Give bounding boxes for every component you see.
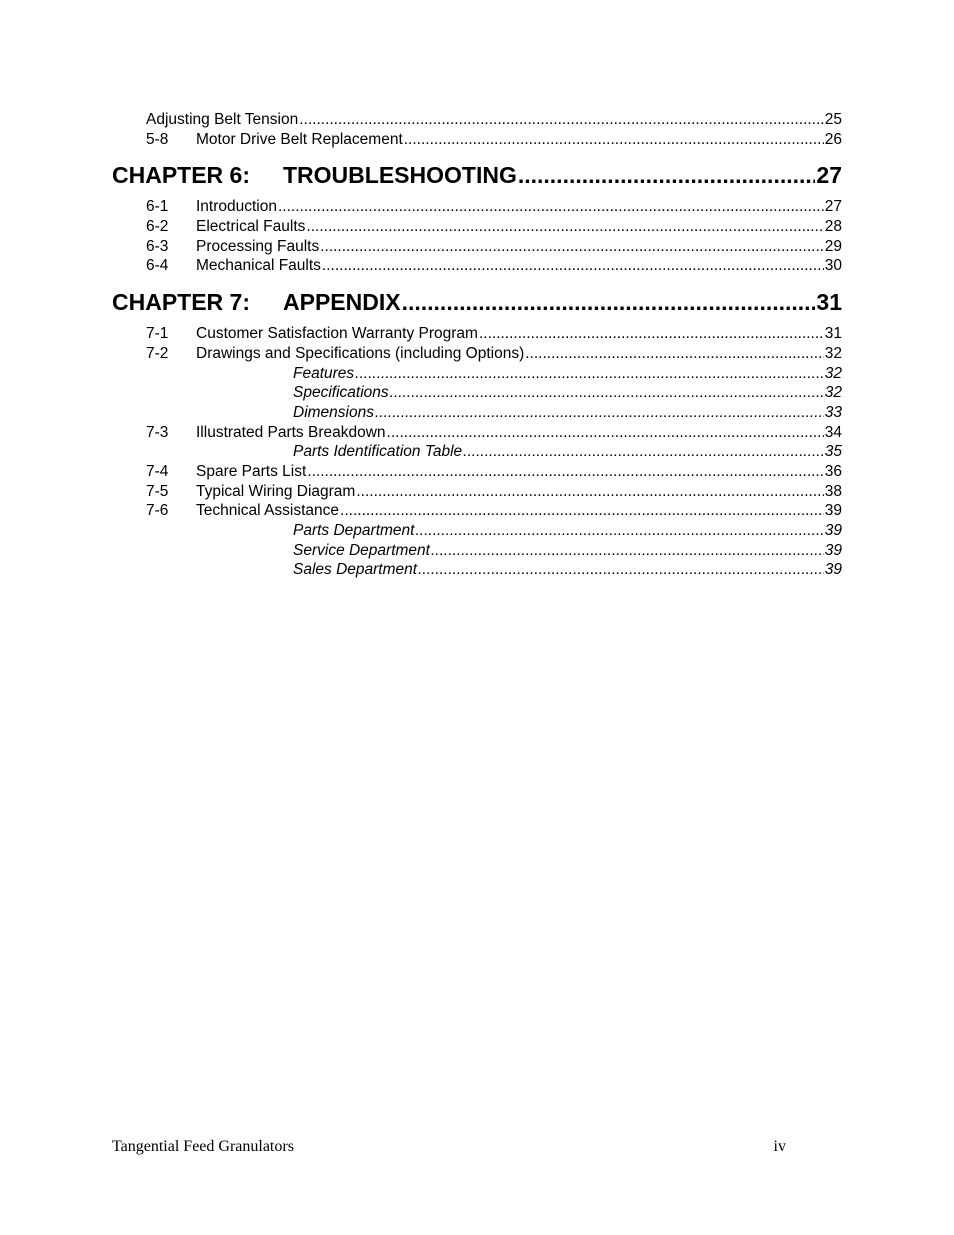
- section-title: Introduction: [196, 198, 277, 216]
- toc-entry[interactable]: [112, 442, 842, 462]
- section-number: 7-5: [146, 482, 169, 500]
- section-page-number: 25: [824, 111, 842, 128]
- section-number: 6-1: [146, 198, 169, 216]
- section-title: Dimensions: [293, 403, 374, 421]
- toc-entry[interactable]: [112, 521, 842, 541]
- section-title: Technical Assistance: [196, 502, 340, 520]
- section-page-number: 30: [824, 257, 842, 275]
- section-title: Spare Parts List: [196, 462, 307, 480]
- section-number: 7-2: [146, 344, 169, 362]
- section-page-number: 26: [824, 130, 842, 148]
- table-of-contents: [112, 110, 842, 580]
- toc-entry[interactable]: [112, 344, 842, 364]
- leader-dots: [355, 364, 824, 384]
- leader-dots: [356, 482, 823, 502]
- section-number: 7-6: [146, 502, 169, 520]
- section-page-number: 32: [824, 344, 842, 362]
- section-title: Parts Identification Table: [293, 443, 463, 461]
- toc-entry[interactable]: [112, 364, 842, 384]
- section-title: Sales Department: [293, 561, 418, 579]
- chapter-title: APPENDIX: [283, 289, 401, 316]
- section-number: 5-8: [146, 130, 169, 148]
- section-title: Adjusting Belt Tension: [146, 111, 299, 128]
- leader-dots: [320, 237, 824, 257]
- toc-entry[interactable]: [112, 560, 842, 580]
- section-number: 7-1: [146, 325, 169, 343]
- toc-entry[interactable]: [112, 217, 842, 237]
- toc-entry[interactable]: [112, 383, 842, 403]
- section-title: Motor Drive Belt Replacement: [196, 130, 403, 148]
- toc-entry[interactable]: [112, 237, 842, 257]
- leader-dots: [418, 560, 824, 580]
- chapter-label: CHAPTER 7:: [112, 289, 251, 316]
- leader-dots: [402, 286, 816, 318]
- toc-entry[interactable]: [112, 256, 842, 276]
- toc-entry[interactable]: [112, 403, 842, 423]
- leader-dots: [375, 403, 824, 423]
- section-number: 6-3: [146, 237, 169, 255]
- leader-dots: [307, 462, 823, 482]
- toc-entry[interactable]: [112, 423, 842, 443]
- section-title: Mechanical Faults: [196, 257, 321, 275]
- section-page-number: 32: [824, 384, 842, 402]
- leader-dots: [404, 130, 824, 150]
- leader-dots: [340, 501, 824, 521]
- section-page-number: 36: [824, 462, 842, 480]
- toc-entry[interactable]: [112, 541, 842, 561]
- section-page-number: 31: [824, 325, 842, 343]
- leader-dots: [431, 541, 824, 561]
- section-title: Typical Wiring Diagram: [196, 482, 356, 500]
- leader-dots: [299, 110, 824, 130]
- section-page-number: 39: [824, 502, 842, 520]
- footer-page-number: iv: [773, 1138, 786, 1155]
- section-number: 7-3: [146, 423, 169, 441]
- section-number: 6-2: [146, 218, 169, 236]
- section-page-number: 27: [824, 198, 842, 216]
- toc-chapter-heading[interactable]: [112, 159, 842, 191]
- section-page-number: 39: [824, 561, 842, 579]
- toc-entry[interactable]: [112, 462, 842, 482]
- toc-entry[interactable]: [112, 110, 842, 130]
- section-title: Service Department: [293, 541, 430, 559]
- toc-entry[interactable]: [112, 197, 842, 217]
- section-page-number: 39: [824, 522, 842, 539]
- section-page-number: 39: [824, 541, 842, 559]
- section-page-number: 35: [824, 443, 842, 461]
- leader-dots: [306, 217, 823, 237]
- chapter-page-number: 27: [816, 162, 842, 189]
- section-page-number: 28: [824, 218, 842, 236]
- section-page-number: 34: [824, 423, 842, 441]
- section-title: Parts Department: [293, 522, 415, 539]
- toc-entry[interactable]: [112, 482, 842, 502]
- chapter-page-number: 31: [816, 289, 842, 316]
- footer-document-title: Tangential Feed Granulators: [112, 1138, 294, 1155]
- leader-dots: [322, 256, 824, 276]
- section-title: Customer Satisfaction Warranty Program: [196, 325, 478, 343]
- leader-dots: [387, 423, 824, 443]
- leader-dots: [479, 324, 824, 344]
- chapter-label: CHAPTER 6:: [112, 162, 251, 189]
- toc-entry[interactable]: [112, 130, 842, 150]
- section-number: 7-4: [146, 462, 169, 480]
- section-page-number: 32: [824, 364, 842, 382]
- section-page-number: 29: [824, 237, 842, 255]
- toc-entry[interactable]: [112, 501, 842, 521]
- section-title: Specifications: [293, 384, 389, 402]
- toc-entry[interactable]: [112, 324, 842, 344]
- page-footer: [112, 1138, 786, 1156]
- chapter-title: TROUBLESHOOTING: [283, 162, 517, 189]
- leader-dots: [518, 159, 816, 191]
- section-title: Processing Faults: [196, 237, 320, 255]
- leader-dots: [463, 442, 824, 462]
- section-title: Illustrated Parts Breakdown: [196, 423, 386, 441]
- section-page-number: 33: [824, 403, 842, 421]
- section-title: Drawings and Specifications (including Options): [196, 344, 525, 362]
- section-title: Electrical Faults: [196, 218, 306, 236]
- leader-dots: [525, 344, 824, 364]
- section-number: 6-4: [146, 257, 169, 275]
- leader-dots: [390, 383, 824, 403]
- section-title: Features: [293, 364, 355, 382]
- toc-chapter-heading[interactable]: [112, 286, 842, 318]
- section-page-number: 38: [824, 482, 842, 500]
- leader-dots: [415, 521, 823, 541]
- leader-dots: [278, 197, 824, 217]
